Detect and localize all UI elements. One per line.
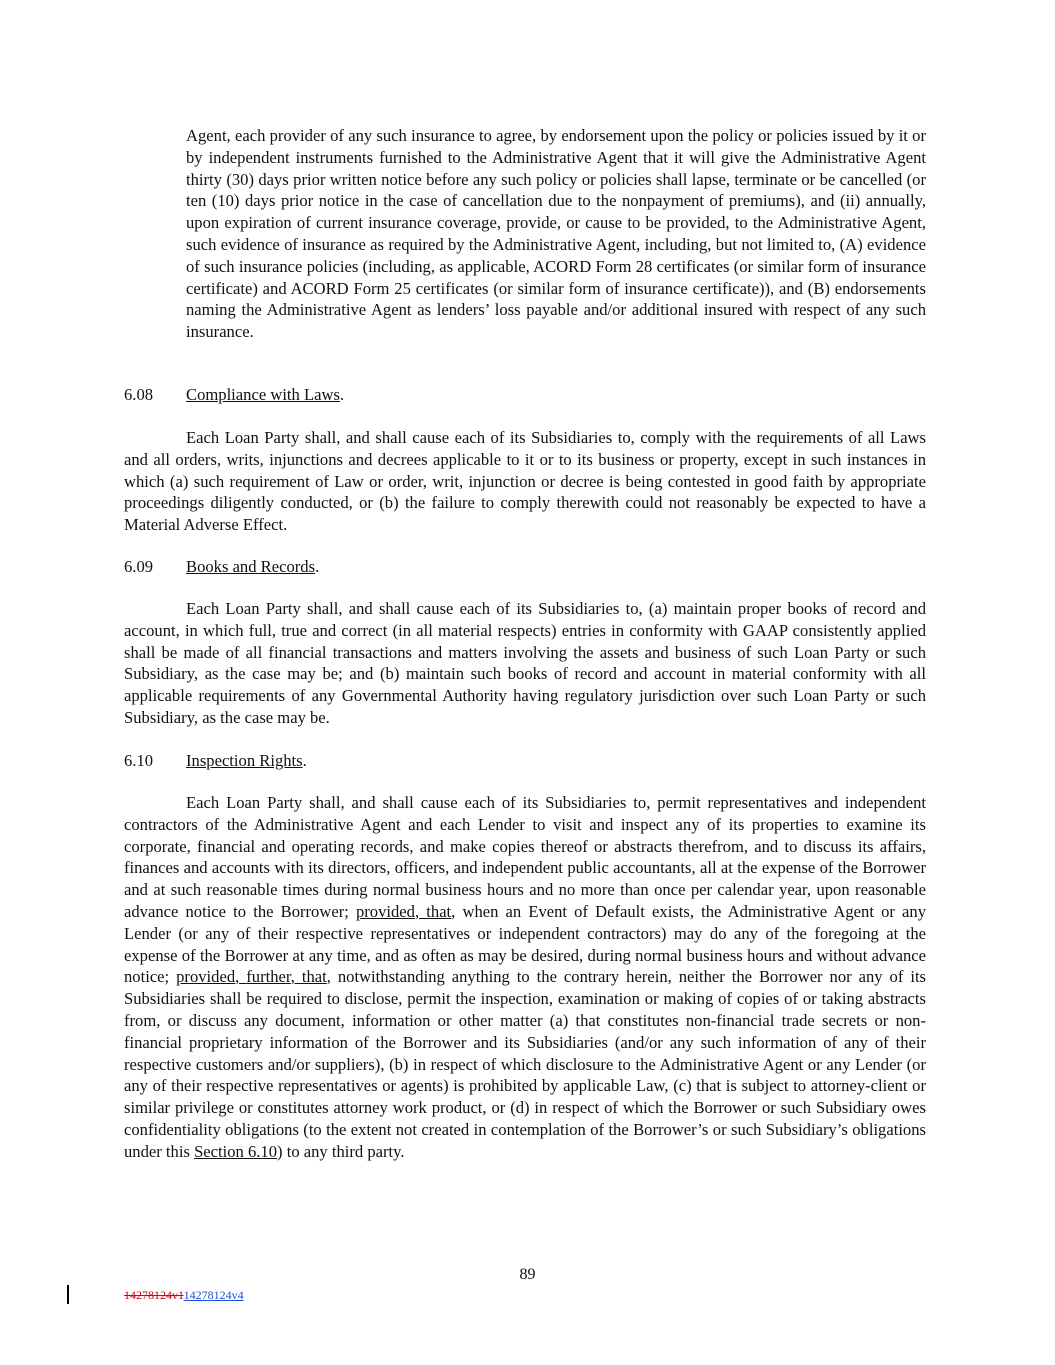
- further-term: further: [246, 967, 291, 987]
- section-title: Books and Records: [186, 557, 316, 576]
- provided-term: provided: [176, 967, 236, 987]
- inserted-document-id: 14278124v4: [183, 1288, 244, 1302]
- section-number: 6.10: [124, 751, 154, 770]
- provided-term: provided: [355, 901, 415, 921]
- section-heading-6-08: 6.08 Compliance with Laws.: [124, 385, 345, 404]
- that-term: that: [301, 967, 327, 987]
- section-body-6-08: Each Loan Party shall, and shall cause each of its Subsidiaries to, comply with the requirements of all Laws and all orders, writs, injunctions and decrees applicable to it or to its business or property, except in such instances in which (a) such requirement of Law or order, writ, injunction or decree is being contested in good faith by appropriate proceedings diligently conducted, or (b) the failure to comply therewith could not reasonably be expected to have a Material Adverse Effect.: [124, 428, 926, 535]
- change-bar: [67, 1285, 69, 1304]
- section-title: Compliance with Laws: [186, 385, 340, 404]
- section-heading-6-09: 6.09 Books and Records.: [124, 557, 320, 576]
- page-number: 89: [519, 1266, 536, 1283]
- that-term: that: [426, 901, 452, 921]
- section-number: 6.09: [124, 557, 154, 576]
- document-id-footer: [124, 1288, 244, 1303]
- section-number: 6.08: [124, 385, 154, 404]
- section-cross-reference: Section 6.10: [194, 1141, 278, 1161]
- deleted-document-id: 14278124v1: [124, 1288, 184, 1302]
- section-body-6-10: Each Loan Party shall, and shall cause each of its Subsidiaries to, permit representatives and independent contractors of the Administrative Agent and each Lender to visit and inspect any of its properties to examine its corporate, financial and operating records, and make copies thereof or abstracts therefrom, and to discuss its affairs, finances and accounts with its directors, officers, and independent public accountants, all at the expense of the Borrower and at such reasonable times during normal business hours and no more than once per calendar year, upon reasonable advance notice to the Borrower; provided, that, when an Event of Default exists, the Administrative Agent or any Lender (or any of their respective representatives or independent contractors) may do any of the foregoing at the expense of the Borrower at any time, and as often as may be desired, during normal business hours and without advance notice; provided, further, that, notwithstanding anything to the contrary herein, neither the Borrower nor any of its Subsidiaries shall be required to disclose, permit the inspection, examination or making of copies of or taking abstracts from, or discuss any document, information or other matter (a) that constitutes non-financial trade secrets or non-financial proprietary information of the Borrower and its Subsidiaries (and/or any such information of any of their respective customers and/or suppliers), (b) in respect of which disclosure to the Administrative Agent or any Lender (or any of their respective representatives or agents) is prohibited by applicable Law, (c) that is subject to attorney-client or similar privilege or constitutes attorney work product, or (d) in respect of which the Borrower or such Subsidiary owes confidentiality obligations (to the extent not created in contemplation of the Borrower’s or such Subsidiary’s obligations under this Section 6.10) to any third party.: [124, 793, 927, 1161]
- insurance-continuation-paragraph: Agent, each provider of any such insurance to agree, by endorsement upon the policy or policies issued by it or by independent instruments furnished to the Administrative Agent that it will give the Administrative Agent thirty (30) days prior written notice before any such policy or policies shall lapse, terminate or be cancelled (or ten (10) days prior notice in the case of cancellation due to the nonpayment of premiums), and (ii) annually, upon expiration of current insurance coverage, provide, or cause to be provided, to the Administrative Agent, such evidence of insurance as required by the Administrative Agent, including, but not limited to, (A) evidence of such insurance policies (including, as applicable, ACORD Form 28 certificates (or similar form of insurance certificate) and ACORD Form 25 certificates (or similar form of insurance certificate)), and (B) endorsements naming the Administrative Agent as lenders’ loss payable and/or additional insured with respect of any such insurance.: [186, 126, 926, 342]
- section-heading-6-10: 6.10 Inspection Rights.: [124, 751, 307, 770]
- section-title: Inspection Rights: [186, 751, 303, 770]
- section-body-6-09: Each Loan Party shall, and shall cause each of its Subsidiaries to, (a) maintain proper books of record and account, in which full, true and correct (in all material respects) entries in conformity with GAAP consistently applied shall be made of all financial transactions and matters involving the assets and business of such Loan Party or such Subsidiary, as the case may be; and (b) maintain such books of record and account in material conformity with all applicable requirements of any Governmental Authority having regulatory jurisdiction over such Loan Party or such Subsidiary, as the case may be.: [124, 599, 926, 727]
